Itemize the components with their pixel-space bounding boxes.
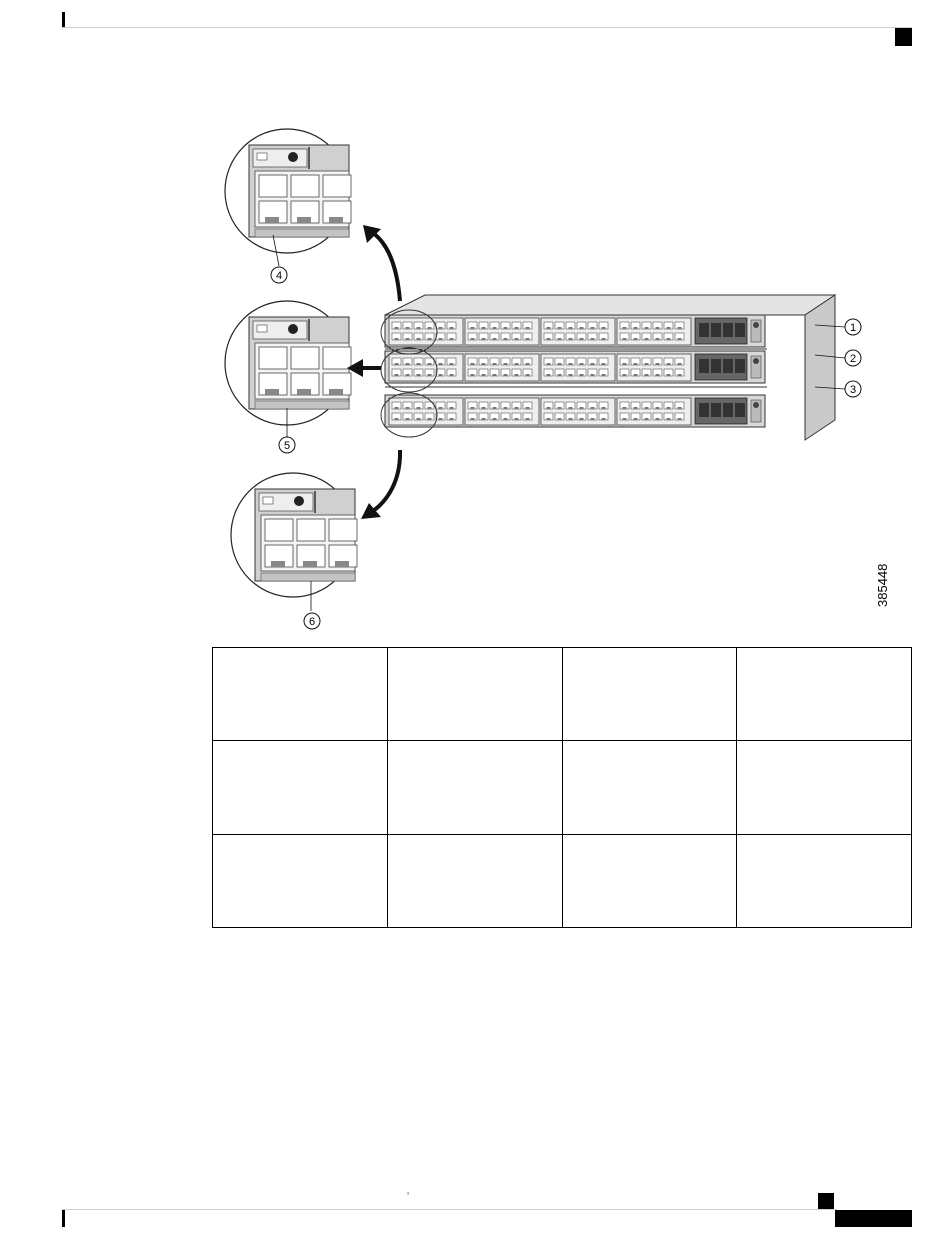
- table-cell: [562, 741, 737, 834]
- header-right-block: [895, 28, 912, 46]
- table-cell: [737, 648, 912, 741]
- switch-top: [385, 315, 765, 347]
- callout-table: [212, 647, 912, 928]
- inset-middle: [225, 301, 351, 425]
- callout-5: 5: [283, 440, 291, 452]
- inset-top: [225, 129, 351, 253]
- footer-small-block: [818, 1193, 834, 1209]
- table-cell: [387, 834, 562, 927]
- table-cell: [562, 834, 737, 927]
- callout-1: 1: [849, 322, 857, 334]
- table-row: [213, 648, 912, 741]
- table-cell: [737, 834, 912, 927]
- callout-3: 3: [849, 384, 857, 396]
- switch-stack-figure: [215, 125, 915, 635]
- table-cell: [387, 648, 562, 741]
- header-rule: [62, 27, 912, 28]
- table-cell: [213, 648, 388, 741]
- table-row: [213, 834, 912, 927]
- header-left-marker: [62, 12, 65, 28]
- callout-6: 6: [308, 616, 316, 628]
- inset-bottom: [231, 473, 357, 597]
- table-cell: [387, 741, 562, 834]
- footer-left-marker: [62, 1210, 65, 1227]
- table-cell: [213, 834, 388, 927]
- table-row: [213, 741, 912, 834]
- footer-mark: ’: [407, 1191, 409, 1201]
- footer-page-tab: [835, 1210, 912, 1227]
- table-cell: [213, 741, 388, 834]
- switch-middle: [385, 351, 765, 383]
- figure-id: 385448: [875, 563, 890, 607]
- switch-bottom: [385, 395, 765, 427]
- table-cell: [737, 741, 912, 834]
- callout-2: 2: [849, 353, 857, 365]
- callout-4: 4: [275, 270, 283, 282]
- switch-stack: [381, 295, 835, 440]
- table-cell: [562, 648, 737, 741]
- footer-rule: [62, 1209, 837, 1210]
